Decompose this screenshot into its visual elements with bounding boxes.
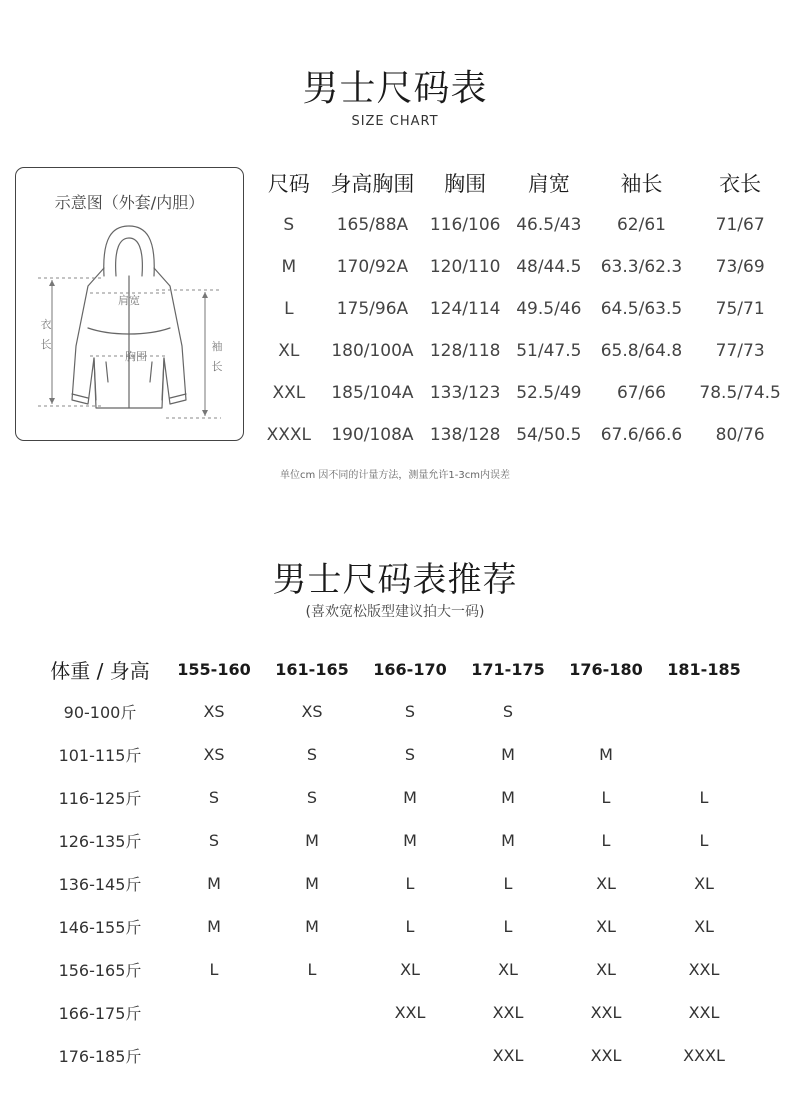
- table-cell: L: [699, 831, 709, 850]
- table-cell: 54/50.5: [516, 425, 582, 445]
- table-cell: 51/47.5: [516, 341, 582, 361]
- table-cell: 133/123: [429, 383, 501, 403]
- table-cell: L: [699, 788, 709, 807]
- table-cell: 65.8/64.8: [600, 341, 683, 361]
- table-cell: 80/76: [715, 425, 765, 445]
- header-cell: 155-160: [177, 659, 251, 679]
- table-cell: M: [599, 745, 613, 764]
- table-cell: 49.5/46: [516, 299, 582, 319]
- table-cell: XL: [694, 874, 714, 893]
- table-cell: L: [503, 874, 513, 893]
- table-cell: L: [405, 917, 415, 936]
- table-cell: 138/128: [429, 425, 501, 445]
- table-cell: 185/104A: [331, 383, 414, 403]
- table-row: [258, 372, 790, 414]
- length-label-1: 衣: [40, 318, 52, 331]
- table-cell: 126-135斤: [58, 832, 142, 851]
- table-cell: XXL: [394, 1003, 426, 1022]
- table-cell: S: [306, 745, 318, 764]
- table-cell: 170/92A: [336, 257, 409, 277]
- table-cell: S: [208, 831, 220, 850]
- table-row: [258, 204, 790, 246]
- header-cell: 171-175: [471, 659, 545, 679]
- header-cell: 身高胸围: [330, 172, 415, 196]
- table-cell: [263, 1034, 361, 1077]
- header-cell: 袖长: [620, 172, 663, 196]
- table-cell: [165, 1034, 263, 1077]
- table-cell: 78.5/74.5: [699, 383, 781, 403]
- table-cell: 116/106: [429, 215, 501, 235]
- table-cell: XXL: [590, 1003, 622, 1022]
- table-cell: XL: [400, 960, 420, 979]
- header-cell: 胸围: [444, 172, 487, 196]
- table-cell: 75/71: [715, 299, 765, 319]
- table-cell: 90-100斤: [63, 703, 137, 722]
- table-cell: XXL: [492, 1046, 524, 1065]
- measurement-note: 单位cm 因不同的计量方法，测量允许1-3cm内误差: [280, 470, 510, 481]
- table-row: [258, 288, 790, 330]
- table-cell: 146-155斤: [58, 918, 142, 937]
- table-row: [258, 330, 790, 372]
- table-cell: M: [501, 745, 515, 764]
- table-cell: 67/66: [616, 383, 666, 403]
- diagram-caption: 示意图（外套/内胆）: [54, 193, 205, 212]
- table-cell: 116-125斤: [58, 789, 142, 808]
- table-cell: S: [502, 702, 514, 721]
- table-row: [35, 991, 753, 1034]
- table-row: [35, 819, 753, 862]
- table-cell: 71/67: [715, 215, 765, 235]
- size-chart-title: 男士尺码表: [302, 68, 488, 109]
- table-cell: XS: [203, 745, 225, 764]
- table-cell: 136-145斤: [58, 875, 142, 894]
- chest-label: 胸围: [125, 350, 147, 363]
- table-cell: [557, 690, 655, 733]
- size-table-header: [258, 162, 790, 204]
- table-cell: XXL: [272, 383, 306, 403]
- table-cell: L: [307, 960, 317, 979]
- table-cell: 63.3/62.3: [600, 257, 683, 277]
- table-cell: XS: [203, 702, 225, 721]
- jacket-illustration: [16, 168, 245, 442]
- table-cell: XL: [596, 874, 616, 893]
- table-cell: M: [305, 917, 319, 936]
- table-cell: XL: [596, 960, 616, 979]
- table-cell: M: [501, 788, 515, 807]
- table-cell: L: [601, 788, 611, 807]
- table-cell: [263, 991, 361, 1034]
- table-row: [258, 414, 790, 456]
- table-cell: L: [284, 299, 294, 319]
- table-cell: XXXL: [683, 1046, 725, 1065]
- table-cell: [361, 1034, 459, 1077]
- table-cell: XL: [694, 917, 714, 936]
- table-cell: 52.5/49: [516, 383, 582, 403]
- table-cell: 64.5/63.5: [600, 299, 683, 319]
- table-cell: [655, 733, 753, 776]
- table-row: [35, 776, 753, 819]
- table-cell: 48/44.5: [516, 257, 582, 277]
- header-cell: 161-165: [275, 659, 349, 679]
- table-cell: [165, 991, 263, 1034]
- table-cell: 62/61: [616, 215, 666, 235]
- table-cell: XL: [278, 341, 300, 361]
- shoulder-label: 肩宽: [118, 294, 140, 307]
- table-cell: 156-165斤: [58, 961, 142, 980]
- table-cell: M: [305, 874, 319, 893]
- header-cell: 166-170: [373, 659, 447, 679]
- table-cell: 165/88A: [336, 215, 409, 235]
- table-cell: XXL: [688, 1003, 720, 1022]
- table-row: [35, 905, 753, 948]
- table-row: [35, 690, 753, 733]
- table-cell: 128/118: [429, 341, 501, 361]
- recommend-table: [35, 648, 753, 1077]
- size-chart-subtitle: SIZE CHART: [351, 114, 439, 129]
- table-cell: [655, 690, 753, 733]
- table-cell: S: [404, 745, 416, 764]
- table-cell: 124/114: [429, 299, 501, 319]
- table-cell: XXXL: [266, 425, 312, 445]
- recommend-table-header: [35, 648, 753, 690]
- table-row: [35, 1034, 753, 1077]
- table-cell: 190/108A: [331, 425, 414, 445]
- table-row: [258, 246, 790, 288]
- header-cell: 衣长: [719, 172, 762, 196]
- table-cell: 166-175斤: [58, 1004, 142, 1023]
- table-cell: S: [404, 702, 416, 721]
- table-cell: S: [208, 788, 220, 807]
- table-cell: 101-115斤: [58, 746, 142, 765]
- sleeve-label-2: 长: [211, 360, 223, 373]
- table-cell: 120/110: [429, 257, 501, 277]
- table-cell: L: [209, 960, 219, 979]
- table-row: [35, 733, 753, 776]
- size-table: [258, 162, 790, 456]
- table-cell: L: [405, 874, 415, 893]
- table-cell: S: [306, 788, 318, 807]
- table-cell: XXL: [590, 1046, 622, 1065]
- table-cell: XL: [596, 917, 616, 936]
- table-cell: XXL: [688, 960, 720, 979]
- table-cell: 180/100A: [331, 341, 414, 361]
- header-cell: 181-185: [667, 659, 741, 679]
- table-cell: 46.5/43: [516, 215, 582, 235]
- sleeve-label-1: 袖: [211, 340, 223, 353]
- table-cell: M: [403, 831, 417, 850]
- table-cell: L: [601, 831, 611, 850]
- header-cell: 176-180: [569, 659, 643, 679]
- table-cell: 175/96A: [336, 299, 409, 319]
- table-cell: XL: [498, 960, 518, 979]
- table-cell: M: [403, 788, 417, 807]
- table-row: [35, 948, 753, 991]
- table-cell: 77/73: [715, 341, 765, 361]
- table-cell: 176-185斤: [58, 1047, 142, 1066]
- table-cell: M: [501, 831, 515, 850]
- table-cell: S: [283, 215, 295, 235]
- length-label-2: 长: [40, 338, 52, 351]
- table-cell: 67.6/66.6: [600, 425, 683, 445]
- table-cell: M: [281, 257, 297, 277]
- table-cell: 73/69: [715, 257, 765, 277]
- table-cell: XS: [301, 702, 323, 721]
- recommend-title: 男士尺码表推荐: [272, 560, 518, 600]
- table-cell: M: [207, 874, 221, 893]
- jacket-diagram: [15, 167, 244, 441]
- table-cell: M: [207, 917, 221, 936]
- table-row: [35, 862, 753, 905]
- table-cell: XXL: [492, 1003, 524, 1022]
- recommend-subtitle: (喜欢宽松版型建议拍大一码): [305, 604, 485, 620]
- header-cell: 肩宽: [527, 172, 570, 196]
- table-cell: M: [305, 831, 319, 850]
- header-cell: 体重 / 身高: [50, 658, 150, 683]
- table-cell: L: [503, 917, 513, 936]
- header-cell: 尺码: [267, 172, 310, 196]
